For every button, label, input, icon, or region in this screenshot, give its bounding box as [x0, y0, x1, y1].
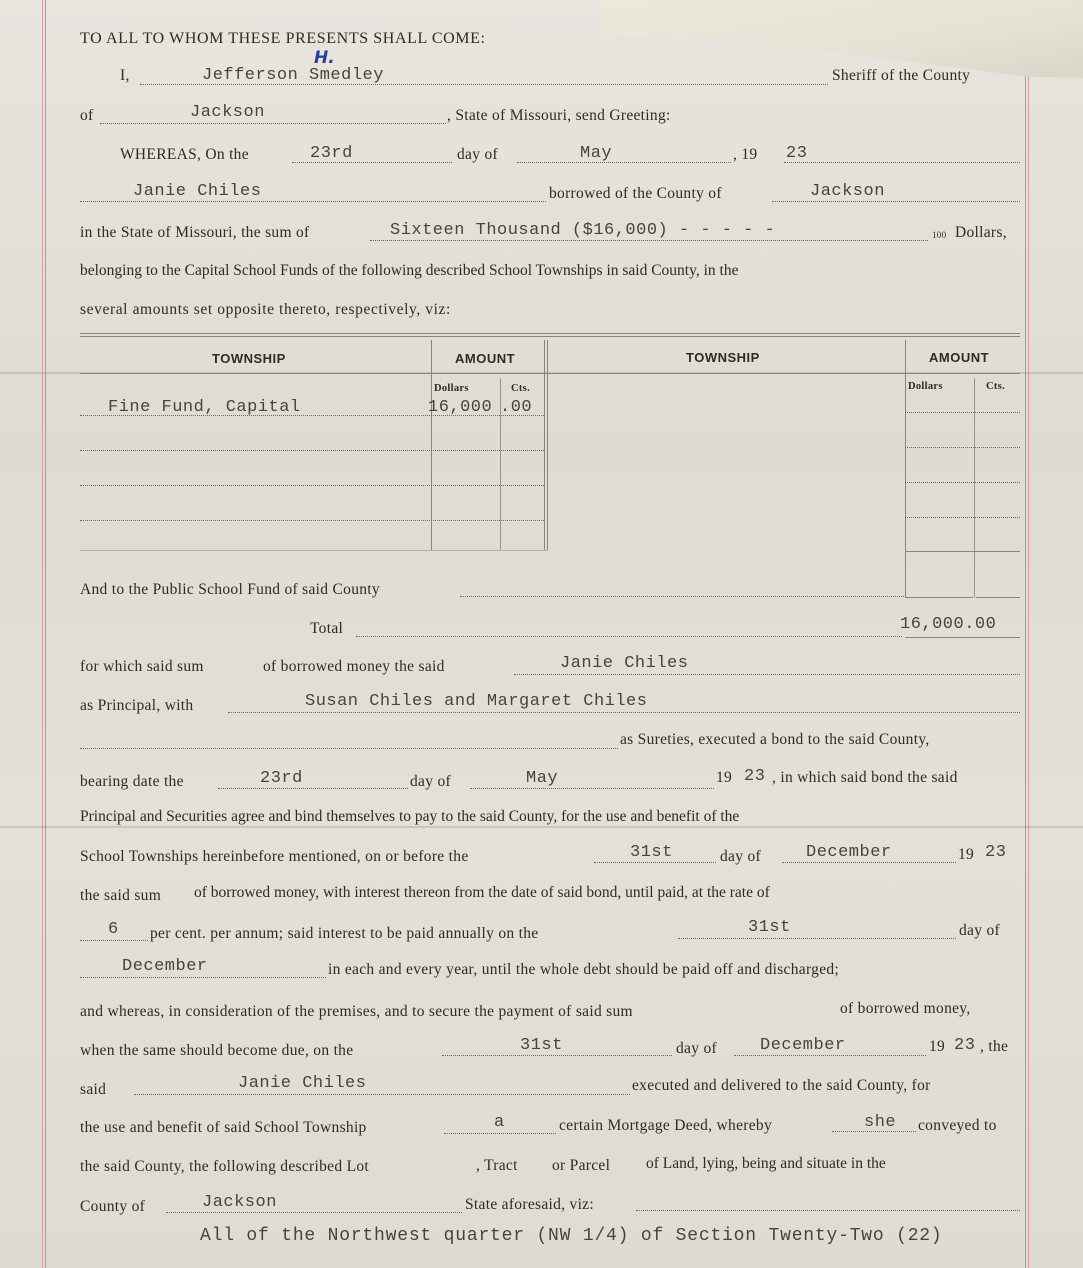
township-header-left: TOWNSHIP: [212, 351, 286, 366]
amount-header-right: AMOUNT: [929, 350, 990, 365]
county-line: [100, 123, 446, 124]
mortgagor-line: [134, 1094, 630, 1095]
row1-township: Fine Fund, Capital: [108, 398, 301, 417]
due-day-line: [594, 862, 716, 863]
day-of-label-2: day of: [410, 773, 451, 790]
sureties-text: as Sureties, executed a bond to the said County,: [620, 731, 930, 748]
total-value: 16,000.00: [900, 615, 997, 634]
land-description: All of the Northwest quarter (NW 1/4) of Section Twenty-Two (22): [200, 1226, 943, 1246]
dollars-header-left: Dollars: [434, 383, 469, 394]
total-line: [356, 636, 902, 637]
principal-line: [514, 674, 1020, 675]
bearing-label: bearing date the: [80, 773, 184, 790]
due-year-value: 23: [985, 843, 1007, 862]
the-label: , the: [980, 1038, 1009, 1055]
table-row-line: [905, 517, 1020, 518]
due-day-value: 31st: [630, 843, 673, 862]
interest-text-content: of borrowed money, with interest thereon from the date of said bond, until paid, at the rate of: [194, 884, 770, 901]
sheriff-initial: H.: [314, 48, 335, 68]
when-due-year-value: 23: [954, 1036, 976, 1055]
table-row-line: [905, 482, 1020, 483]
bond-day-line: [218, 788, 408, 789]
principal-text-content: Principal and Securities agree and bind themselves to pay to the said County, for the use and benefit of the: [80, 808, 740, 825]
said-label: said: [80, 1081, 107, 1098]
sheriff-name: Jefferson Smedley: [202, 66, 384, 85]
table-top-rule: [80, 333, 1020, 334]
table-bottom-rule: [80, 550, 548, 551]
row1-dollars: 16,000: [428, 398, 493, 417]
principal-value: Janie Chiles: [560, 654, 689, 673]
table-header-rule: [80, 373, 1020, 374]
bond-day-value: 23rd: [260, 769, 303, 788]
lender-county-value: Jackson: [810, 182, 885, 201]
public-fund-amount-rule: [905, 597, 973, 598]
day-of-label-4: day of: [676, 1040, 717, 1057]
form-heading: TO ALL TO WHOM THESE PRESENTS SHALL COME:: [80, 30, 486, 47]
borrowed-label: borrowed of the County of: [549, 185, 722, 202]
conveyed-text: conveyed to: [918, 1117, 997, 1134]
whereas-text: and whereas, in consideration of the premises, and to secure the payment of said sum: [80, 1003, 633, 1020]
several-text: several amounts set opposite thereto, respectively, viz:: [80, 301, 451, 318]
school-text: School Townships hereinbefore mentioned, on or before the: [80, 848, 469, 865]
year-value: 23: [786, 144, 808, 163]
total-label: Total: [310, 620, 344, 637]
month-line: [517, 162, 731, 163]
due-month-line: [782, 862, 956, 863]
due-month-value: December: [806, 843, 892, 862]
cts-header-left: Cts.: [511, 383, 530, 394]
of-label: of: [80, 107, 94, 124]
table-row-line: [80, 415, 544, 416]
right-border-rule-pink: [1028, 0, 1029, 1268]
when-due-text: when the same should become due, on the: [80, 1042, 354, 1059]
pronoun-value: she: [864, 1113, 897, 1132]
public-fund-label: And to the Public School Fund of said County: [80, 581, 380, 598]
table-row-line: [80, 520, 544, 521]
land-text: [646, 1155, 1016, 1173]
sureties-line: [228, 712, 1020, 713]
day-value: 23rd: [310, 144, 353, 163]
interest-month-value: December: [122, 957, 208, 976]
rate-value: 6: [108, 920, 119, 939]
day-of-label: day of: [457, 146, 498, 163]
land-text-content: of Land, lying, being and situate in the: [646, 1155, 886, 1172]
amount-header-left: AMOUNT: [455, 351, 516, 366]
year-prefix-4: 19: [929, 1038, 946, 1055]
interest-day-line: [678, 938, 956, 939]
mortgagor-value: Janie Chiles: [238, 1074, 367, 1093]
day-of-label-3: day of: [720, 848, 761, 865]
col-divider: [544, 340, 545, 550]
for-which-b: of borrowed money the said: [263, 658, 445, 675]
hundred-label: 100: [932, 230, 947, 240]
table-bottom-rule: [905, 551, 1020, 552]
article-value: a: [494, 1113, 505, 1132]
col-divider: [431, 340, 432, 550]
or-parcel-text: or Parcel: [552, 1157, 611, 1174]
table-row-line: [80, 485, 544, 486]
borrower-value: Janie Chiles: [133, 182, 262, 201]
cts-divider: [974, 378, 975, 598]
in-state-label: in the State of Missouri, the sum of: [80, 224, 310, 241]
belonging-text: [80, 262, 1020, 280]
executed-text: executed and delivered to the said County, for: [632, 1077, 931, 1094]
year-prefix: , 19: [733, 146, 758, 163]
when-due-day-line: [442, 1055, 672, 1056]
dollars-header-right: Dollars: [908, 381, 943, 392]
cts-header-right: Cts.: [986, 381, 1005, 392]
percent-text: per cent. per annum; said interest to be paid annually on the: [150, 925, 539, 942]
mortgage-text: certain Mortgage Deed, whereby: [559, 1117, 772, 1134]
rate-line: [80, 940, 148, 941]
bond-text: , in which said bond the said: [772, 769, 958, 786]
the-said-sum: the said sum: [80, 887, 162, 904]
public-fund-cents-rule: [976, 597, 1020, 598]
day-of-end: day of: [959, 922, 1000, 939]
table-top-rule-2: [80, 336, 1020, 337]
bond-month-line: [470, 788, 714, 789]
borrower-line: [80, 201, 546, 202]
left-border-rule-green: [45, 0, 46, 1268]
month-value: May: [580, 144, 613, 163]
i-label: I,: [120, 67, 130, 84]
col-divider: [547, 340, 548, 550]
table-row-line: [905, 447, 1020, 448]
land-county-value: Jackson: [202, 1193, 277, 1212]
table-row-line: [80, 450, 544, 451]
article-line: [444, 1133, 556, 1134]
county-of-text: County of: [80, 1198, 146, 1215]
sheriff-label: Sheriff of the County: [832, 67, 971, 84]
use-benefit-text: the use and benefit of said School Township: [80, 1119, 367, 1136]
land-county-line: [166, 1212, 462, 1213]
interest-month-line: [80, 977, 326, 978]
when-due-month-value: December: [760, 1036, 846, 1055]
right-border-rule-green: [1025, 0, 1026, 1268]
tract-text: , Tract: [476, 1157, 518, 1174]
borrowed-money-text: of borrowed money,: [840, 1000, 971, 1017]
public-fund-line: [460, 596, 904, 597]
bond-year-value: 23: [744, 767, 766, 786]
year-line: [784, 162, 1020, 163]
interest-text: [194, 884, 1016, 902]
county-value: Jackson: [190, 103, 265, 122]
dollars-label: Dollars,: [955, 224, 1007, 241]
when-due-month-line: [734, 1055, 926, 1056]
year-prefix-2: 19: [716, 769, 733, 786]
interest-day-value: 31st: [748, 918, 791, 937]
col-divider: [905, 340, 906, 598]
sureties-line-2: [80, 748, 618, 749]
state-aforesaid-line: [636, 1210, 1020, 1211]
each-year-text: in each and every year, until the whole debt should be paid off and discharged;: [328, 961, 840, 978]
row1-cents: .00: [500, 398, 533, 417]
state-greeting: , State of Missouri, send Greeting:: [447, 107, 671, 124]
sureties-value: Susan Chiles and Margaret Chiles: [305, 692, 648, 711]
left-border-rule-pink: [42, 0, 43, 1268]
table-row-line: [905, 412, 1020, 413]
sum-words: Sixteen Thousand ($16,000) - - - - -: [390, 221, 776, 240]
whereas-label: WHEREAS, On the: [120, 146, 249, 163]
fold-crease: [0, 826, 1083, 828]
bond-month-value: May: [526, 769, 559, 788]
lender-county-line: [772, 201, 1020, 202]
sum-line: [370, 240, 928, 241]
principal-text: [80, 808, 1016, 826]
when-due-day-value: 31st: [520, 1036, 563, 1055]
as-principal-label: as Principal, with: [80, 697, 194, 714]
described-text: the said County, the following described Lot: [80, 1158, 369, 1175]
township-header-right: TOWNSHIP: [686, 350, 760, 365]
total-rule: [905, 637, 1020, 638]
year-prefix-3: 19: [958, 846, 975, 863]
state-aforesaid: State aforesaid, viz:: [465, 1196, 594, 1213]
for-which-a: for which said sum: [80, 658, 204, 675]
belonging-text-content: belonging to the Capital School Funds of the following described School Townships in said County, in the: [80, 262, 739, 279]
